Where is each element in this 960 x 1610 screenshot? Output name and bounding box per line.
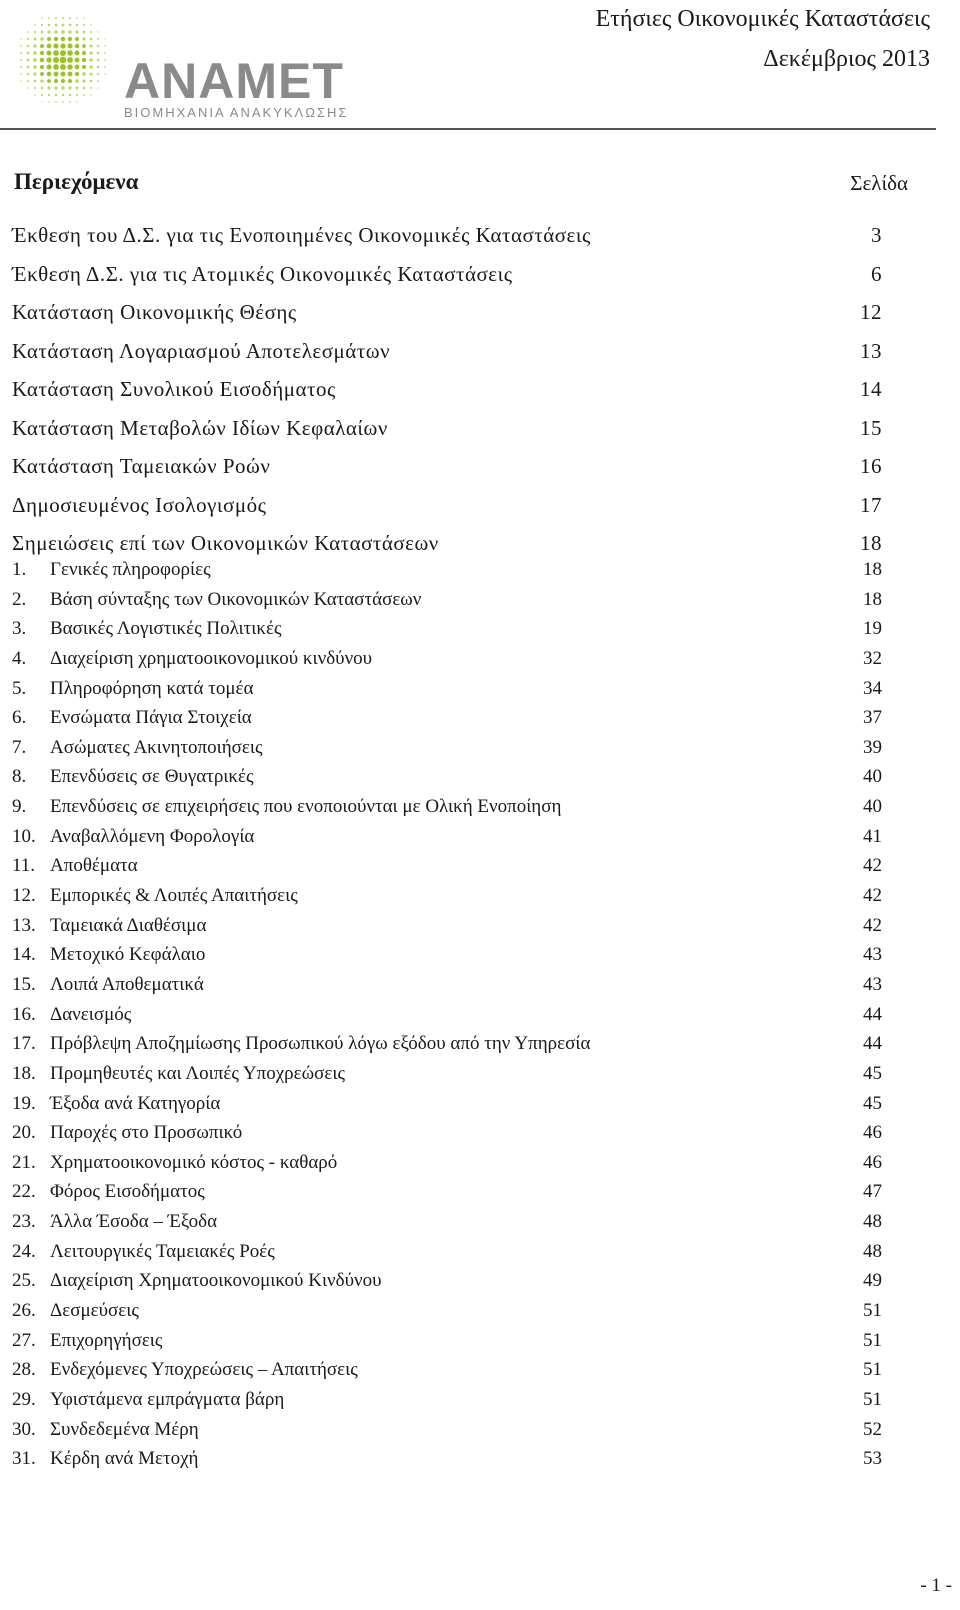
toc-section-item[interactable]	[12, 299, 882, 338]
toc-note-number: 27.	[12, 1329, 36, 1351]
logo-tagline: ΒΙΟΜΗΧΑΝΙΑ ΑΝΑΚΥΚΛΩΣΗΣ	[124, 105, 349, 120]
toc-note-label: Χρηματοοικονομικό κόστος - καθαρό	[50, 1151, 338, 1173]
toc-section-page: 3	[871, 223, 882, 247]
toc-note-label: Εμπορικές & Λοιπές Απαιτήσεις	[50, 885, 298, 907]
toc-note-number: 19.	[12, 1092, 36, 1114]
toc-note-page: 18	[863, 559, 882, 580]
toc-note-number: 14.	[12, 944, 36, 966]
toc-section-label: Έκθεση Δ.Σ. για τις Ατομικές Οικονομικές Καταστάσεις	[12, 261, 513, 286]
toc-section-label: Κατάσταση Ταμειακών Ροών	[12, 454, 271, 478]
toc-section-label: Κατάσταση Λογαριασμού Αποτελεσμάτων	[12, 338, 391, 363]
toc-note-page: 48	[863, 1240, 882, 1262]
toc-title: Περιεχόμενα	[14, 169, 139, 194]
toc-note-item[interactable]	[12, 588, 882, 618]
toc-section-label: Κατάσταση Μεταβολών Ιδίων Κεφαλαίων	[12, 415, 388, 440]
toc-section-page: 16	[860, 454, 882, 478]
toc-note-label: Κέρδη ανά Μετοχή	[50, 1448, 199, 1470]
toc-note-label: Λοιπά Αποθεματικά	[50, 973, 204, 995]
toc-note-label: Διαχείριση χρηματοοικονομικού κινδύνου	[50, 647, 373, 669]
toc-note-number: 28.	[12, 1359, 36, 1381]
toc-note-page: 46	[863, 1151, 882, 1173]
toc-note-number: 21.	[12, 1151, 36, 1173]
toc-section-page: 17	[860, 492, 882, 517]
toc-note-label: Έξοδα ανά Κατηγορία	[50, 1092, 221, 1114]
toc-section-page: 15	[860, 415, 882, 440]
toc-note-page: 19	[863, 618, 882, 640]
document-date: Δεκέμβριος 2013	[763, 46, 930, 72]
toc-note-label: Επενδύσεις σε Θυγατρικές	[50, 766, 254, 788]
toc-note-item[interactable]	[12, 706, 882, 736]
toc-note-label: Υφιστάμενα εμπράγματα βάρη	[50, 1388, 285, 1410]
toc-note-number: 16.	[12, 1003, 36, 1025]
toc-note-label: Επενδύσεις σε επιχειρήσεις που ενοποιούνται με Ολική Ενοποίηση	[50, 796, 562, 818]
toc-section-item[interactable]	[12, 338, 882, 377]
toc-note-number: 8.	[12, 766, 27, 788]
toc-note-item[interactable]	[12, 1240, 882, 1270]
toc-note-item[interactable]	[12, 765, 882, 795]
toc-note-page: 32	[863, 647, 882, 669]
toc-note-number: 13.	[12, 914, 36, 936]
toc-note-number: 7.	[12, 736, 27, 758]
toc-note-label: Ταμειακά Διαθέσιμα	[50, 914, 207, 936]
toc-section-page: 12	[860, 300, 882, 324]
toc-note-number: 5.	[12, 677, 27, 699]
toc-note-page: 18	[863, 588, 882, 610]
logo-wordmark: ANAMET	[124, 53, 344, 109]
toc-note-label: Ασώματες Ακινητοποιήσεις	[50, 736, 263, 758]
toc-section-item[interactable]	[12, 222, 882, 261]
toc-note-page: 51	[863, 1329, 882, 1351]
toc-note-number: 26.	[12, 1300, 36, 1322]
document-title: Ετήσιες Οικονομικές Καταστάσεις	[595, 6, 930, 32]
toc-note-item[interactable]	[12, 736, 882, 766]
toc-note-label: Δεσμεύσεις	[50, 1300, 139, 1322]
toc-page-column-label: Σελίδα	[850, 171, 908, 195]
toc-note-item[interactable]	[12, 1329, 882, 1359]
toc-note-page: 43	[863, 944, 882, 966]
toc-section-page: 14	[860, 377, 882, 401]
toc-note-page: 40	[863, 766, 882, 788]
toc-note-item[interactable]	[12, 1447, 882, 1477]
toc-note-label: Αποθέματα	[50, 855, 138, 877]
toc-section-label: Κατάσταση Συνολικού Εισοδήματος	[12, 377, 336, 401]
toc-note-page: 45	[863, 1092, 882, 1114]
toc-section-label: Δημοσιευμένος Ισολογισμός	[12, 492, 267, 517]
toc-note-label: Δανεισμός	[50, 1003, 132, 1025]
toc-note-label: Φόρος Εισοδήματος	[50, 1181, 205, 1203]
toc-note-label: Διαχείριση Χρηματοοικονομικού Κινδύνου	[50, 1270, 382, 1292]
toc-note-item[interactable]	[12, 1062, 882, 1092]
toc-note-item[interactable]	[12, 1418, 882, 1448]
toc-note-label: Επιχορηγήσεις	[50, 1329, 163, 1351]
toc-note-page: 40	[863, 796, 882, 818]
toc-note-item[interactable]	[12, 884, 882, 914]
toc-note-item[interactable]	[12, 1299, 882, 1329]
toc-note-page: 42	[863, 885, 882, 907]
toc-note-page: 47	[863, 1181, 882, 1203]
toc-note-number: 2.	[12, 588, 27, 610]
toc-note-page: 43	[863, 973, 882, 995]
toc-note-page: 39	[863, 736, 882, 758]
toc-note-number: 29.	[12, 1388, 36, 1410]
toc-note-number: 6.	[12, 707, 27, 729]
company-logo	[12, 4, 372, 122]
toc-note-label: Πρόβλεψη Αποζημίωσης Προσωπικού λόγω εξόδου από την Υπηρεσία	[50, 1033, 591, 1055]
toc-note-item[interactable]	[12, 1388, 882, 1418]
toc-note-number: 15.	[12, 973, 36, 995]
toc-note-item[interactable]	[12, 617, 882, 647]
toc-note-number: 18.	[12, 1062, 36, 1084]
toc-note-item[interactable]	[12, 1003, 882, 1033]
footer-page-number: - 1 -	[920, 1575, 952, 1596]
toc-note-item[interactable]	[12, 1269, 882, 1299]
toc-note-label: Λειτουργικές Ταμειακές Ροές	[50, 1240, 275, 1262]
toc-note-label: Αναβαλλόμενη Φορολογία	[50, 825, 255, 847]
toc-section-label: Σημειώσεις επί των Οικονομικών Καταστάσεων	[12, 531, 439, 555]
toc-note-page: 44	[863, 1033, 882, 1055]
toc-note-item[interactable]	[12, 854, 882, 884]
toc-note-item[interactable]	[12, 943, 882, 973]
toc-note-page: 51	[863, 1300, 882, 1322]
toc-note-number: 20.	[12, 1122, 36, 1144]
toc-note-page: 51	[863, 1388, 882, 1410]
toc-note-item[interactable]	[12, 558, 882, 588]
toc-note-number: 22.	[12, 1181, 36, 1203]
toc-section-item[interactable]	[12, 453, 882, 492]
toc-note-page: 53	[863, 1448, 882, 1470]
toc-section-item[interactable]	[12, 492, 882, 531]
toc-note-item[interactable]	[12, 677, 882, 707]
toc-section-label: Έκθεση του Δ.Σ. για τις Ενοποιημένες Οικονομικές Καταστάσεις	[12, 223, 591, 247]
toc-note-label: Βάση σύνταξης των Οικονομικών Καταστάσεων	[50, 588, 422, 610]
toc-section-label: Κατάσταση Οικονομικής Θέσης	[12, 300, 297, 324]
toc-note-item[interactable]	[12, 1032, 882, 1062]
toc-note-page: 52	[863, 1418, 882, 1440]
toc-note-number: 30.	[12, 1418, 36, 1440]
toc-section-page: 6	[871, 261, 882, 286]
toc-note-number: 10.	[12, 825, 36, 847]
toc-note-page: 44	[863, 1003, 882, 1025]
toc-note-label: Συνδεδεμένα Μέρη	[50, 1418, 199, 1440]
toc-note-page: 34	[863, 677, 882, 699]
toc-note-number: 3.	[12, 618, 27, 640]
toc-note-label: Γενικές πληροφορίες	[50, 559, 211, 580]
toc-section-item[interactable]	[12, 376, 882, 415]
toc-note-label: Πληροφόρηση κατά τομέα	[50, 677, 254, 699]
toc-note-number: 12.	[12, 885, 36, 907]
toc-note-page: 49	[863, 1270, 882, 1292]
toc-note-page: 45	[863, 1062, 882, 1084]
toc-note-number: 9.	[12, 796, 27, 818]
toc-notes-list	[12, 558, 882, 1477]
toc-note-page: 48	[863, 1211, 882, 1233]
toc-note-item[interactable]	[12, 647, 882, 677]
toc-note-page: 46	[863, 1122, 882, 1144]
toc-note-label: Παροχές στο Προσωπικό	[50, 1122, 243, 1144]
toc-note-label: Άλλα Έσοδα – Έξοδα	[50, 1211, 218, 1233]
toc-note-number: 24.	[12, 1240, 36, 1262]
toc-section-page: 18	[860, 531, 882, 555]
toc-note-page: 37	[863, 707, 882, 729]
toc-note-item[interactable]	[12, 1210, 882, 1240]
toc-note-number: 31.	[12, 1448, 36, 1470]
toc-note-item[interactable]	[12, 1180, 882, 1210]
page-header	[0, 0, 960, 132]
toc-note-page: 42	[863, 855, 882, 877]
toc-note-number: 25.	[12, 1270, 36, 1292]
toc-note-page: 51	[863, 1359, 882, 1381]
header-divider	[0, 128, 936, 130]
toc-section-page: 13	[860, 338, 882, 363]
toc-note-page: 42	[863, 914, 882, 936]
toc-note-number: 23.	[12, 1211, 36, 1233]
toc-note-number: 17.	[12, 1033, 36, 1055]
toc-section-item[interactable]	[12, 415, 882, 454]
toc-note-number: 1.	[12, 559, 27, 580]
toc-note-item[interactable]	[12, 914, 882, 944]
toc-note-item[interactable]	[12, 1358, 882, 1388]
toc-note-item[interactable]	[12, 1121, 882, 1151]
toc-note-label: Ενσώματα Πάγια Στοιχεία	[50, 707, 252, 729]
toc-note-item[interactable]	[12, 1151, 882, 1181]
toc-note-number: 4.	[12, 647, 27, 669]
toc-note-item[interactable]	[12, 973, 882, 1003]
toc-note-label: Μετοχικό Κεφάλαιο	[50, 944, 206, 966]
toc-note-item[interactable]	[12, 1092, 882, 1122]
toc-note-number: 11.	[12, 855, 36, 877]
logo-globe-icon	[12, 4, 122, 114]
toc-sections-list	[12, 222, 882, 569]
toc-note-label: Βασικές Λογιστικές Πολιτικές	[50, 618, 282, 640]
toc-note-item[interactable]	[12, 825, 882, 855]
toc-section-item[interactable]	[12, 261, 882, 300]
toc-note-label: Ενδεχόμενες Υποχρεώσεις – Απαιτήσεις	[50, 1359, 358, 1381]
toc-note-item[interactable]	[12, 795, 882, 825]
toc-note-label: Προμηθευτές και Λοιπές Υποχρεώσεις	[50, 1062, 345, 1084]
toc-note-page: 41	[863, 825, 882, 847]
